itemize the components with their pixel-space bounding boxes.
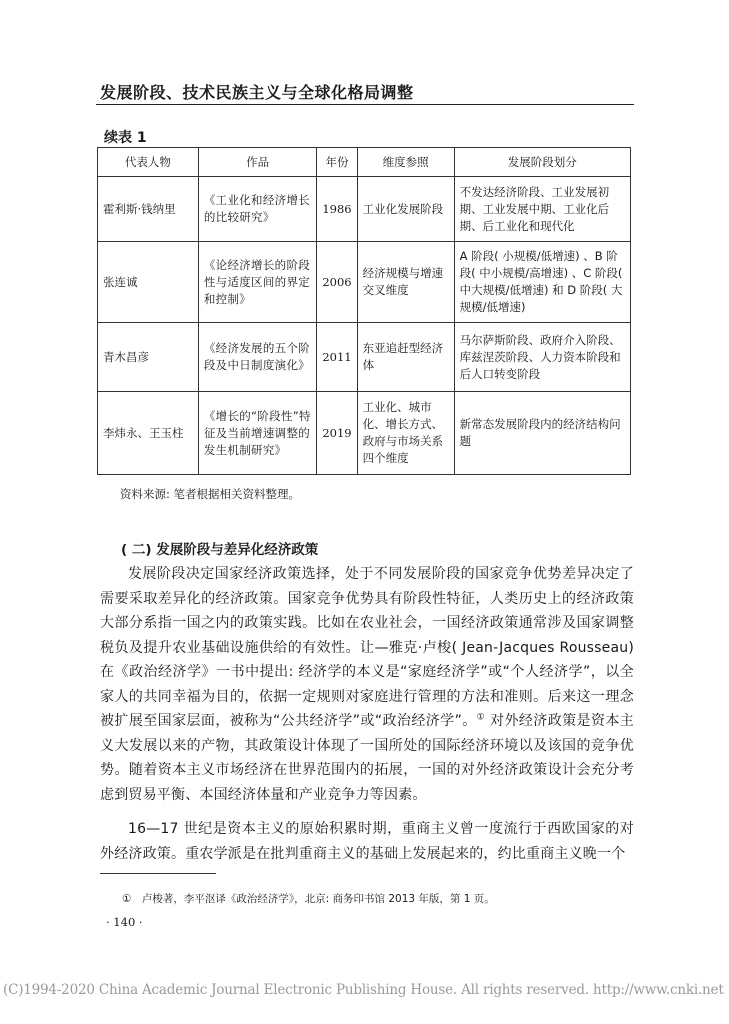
column-header-year: 年份 (317, 148, 357, 177)
table-caption: 续表 1 (104, 130, 147, 146)
development-stages-table (97, 147, 631, 475)
cell-work: 《工业化和经济增长的比较研究》 (198, 177, 316, 242)
section-heading: ( 二) 发展阶段与差异化经济政策 (121, 542, 319, 558)
header-rule (96, 104, 634, 105)
cell-dimension: 工业化发展阶段 (357, 177, 454, 242)
body-paragraph (100, 562, 634, 807)
running-header-title: 发展阶段、技术民族主义与全球化格局调整 (100, 83, 414, 102)
cell-stages: 马尔萨斯阶段、政府介入阶段、库兹涅茨阶段、人力资本阶段和后人口转变阶段 (454, 323, 630, 392)
paragraph-text-continued: 对外经济政策是资本主义大发展以来的产物，其政策设计体现了一国所处的国际经济环境以及该国的竞争优势。随着资本主义市场经济在世界范围内的拓展，一国的对外经济政策设计会充分考虑到贸易平衡、本国经济体量和产业竞争力等因素。 (100, 713, 634, 803)
cell-dimension: 工业化、城市化、增长方式、政府与市场关系四个维度 (357, 392, 454, 475)
column-header-stages: 发展阶段划分 (454, 148, 630, 177)
cell-stages: A 阶段( 小规模/低增速) 、B 阶段( 中小规模/高增速) 、C 阶段( 中大规模/低增速) 和 D 阶段( 大规模/低增速) (454, 242, 630, 323)
footnote-marker[interactable]: ① (476, 712, 486, 723)
copyright-watermark: (C)1994-2020 China Academic Journal Electronic Publishing House. All rights reserved. http://www.cnki.net (3, 982, 724, 998)
table-header-row (98, 148, 631, 177)
table-row (98, 177, 631, 242)
cell-year: 2011 (317, 323, 357, 392)
table-source-note: 资料来源: 笔者根据相关资料整理。 (120, 487, 301, 501)
table-row (98, 392, 631, 475)
paragraph-text: 发展阶段决定国家经济政策选择，处于不同发展阶段的国家竞争优势差异决定了需要采取差异化的经济政策。国家竞争优势具有阶段性特征，人类历史上的经济政策大部分系指一国之内的政策实践。比如在农业社会，一国经济政策通常涉及国家调整税负及提升农业基础设施供给的有效性。让—雅克·卢梭( Jean-Jacques Rousseau) 在《政治经济学》一书中提出: 经济学的本义是“家庭经济学”或“个人经济学”，以全家人的共同幸福为目的，依据一定规则对家庭进行管理的方法和准则。后来这一理念被扩展至国家层面，被称为“公共经济学”或“政治经济学”。 (100, 566, 634, 729)
cell-stages: 不发达经济阶段、工业发展初期、工业发展中期、工业化后期、后工业化和现代化 (454, 177, 630, 242)
table-row (98, 323, 631, 392)
column-header-work: 作品 (198, 148, 316, 177)
footnote: ① 卢梭著，李平沤译《政治经济学》，北京: 商务印书馆 2013 年版，第 1 页。 (122, 893, 495, 905)
body-paragraph: 16—17 世纪是资本主义的原始积累时期，重商主义曾一度流行于西欧国家的对外经济政策。重农学派是在批判重商主义的基础上发展起来的，约比重商主义晚一个 (100, 821, 634, 862)
page-number: · 140 · (106, 915, 143, 929)
cell-dimension: 经济规模与增速交叉维度 (357, 242, 454, 323)
cell-work: 《增长的“阶段性”特征及当前增速调整的发生机制研究》 (198, 392, 316, 475)
cell-work: 《论经济增长的阶段性与适度区间的界定和控制》 (198, 242, 316, 323)
cell-year: 1986 (317, 177, 357, 242)
cell-stages: 新常态发展阶段内的经济结构问题 (454, 392, 630, 475)
cell-author: 青木昌彦 (98, 323, 199, 392)
cell-dimension: 东亚追赶型经济体 (357, 323, 454, 392)
cell-author: 李炜永、王玉柱 (98, 392, 199, 475)
cell-author: 霍利斯·钱纳里 (98, 177, 199, 242)
cell-author: 张连诚 (98, 242, 199, 323)
column-header-author: 代表人物 (98, 148, 199, 177)
column-header-dimension: 维度参照 (357, 148, 454, 177)
cell-year: 2019 (317, 392, 357, 475)
table-row (98, 242, 631, 323)
cell-work: 《经济发展的五个阶段及中日制度演化》 (198, 323, 316, 392)
cell-year: 2006 (317, 242, 357, 323)
footnote-rule (100, 873, 216, 874)
